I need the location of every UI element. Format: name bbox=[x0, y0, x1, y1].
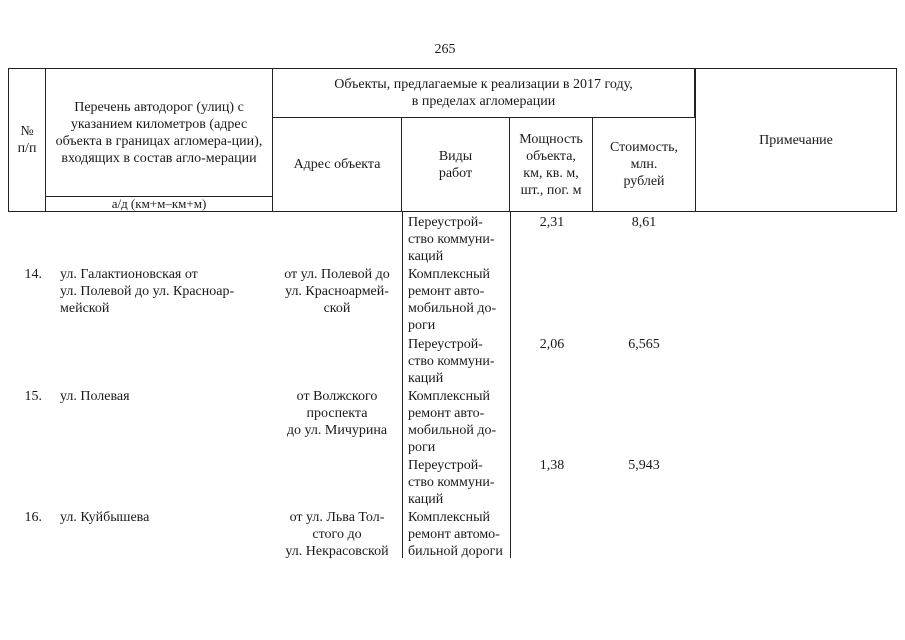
header-capacity: Мощность объекта, км, кв. м, шт., пог. м bbox=[509, 117, 593, 212]
header-roads bbox=[45, 68, 273, 197]
header-roads-text: Перечень автодорог (улиц) с указанием километров (адрес объекта в границах агломера-ции), входящих в состав агло-мерации bbox=[55, 99, 263, 166]
row-capacity: 1,38 bbox=[539, 458, 565, 473]
row-cost: 5,943 bbox=[628, 458, 660, 473]
header-works: Виды работ bbox=[401, 117, 510, 212]
row-address: от ул. Льва Тол- стого до ул. Некрасовской bbox=[285, 510, 389, 559]
row-works: Комплексный ремонт автомо- бильной дороги bbox=[408, 510, 503, 559]
row-capacity: 2,31 bbox=[539, 215, 565, 230]
row-num: 15. bbox=[24, 389, 42, 404]
row-works: Комплексный ремонт авто- мобильной до- роги bbox=[408, 267, 497, 333]
row-cost: 8,61 bbox=[631, 215, 657, 230]
row-road: ул. Куйбышева bbox=[60, 510, 150, 525]
row-works: Переустрой- ство коммуни- каций bbox=[408, 458, 495, 507]
row-road: ул. Полевая bbox=[60, 389, 130, 404]
row-num: 14. bbox=[24, 267, 42, 282]
row-capacity: 2,06 bbox=[539, 337, 565, 352]
row-num: 16. bbox=[24, 510, 42, 525]
row-road: ул. Галактионовская от ул. Полевой до ул. Красноар- мейской bbox=[60, 267, 235, 316]
header-note: Примечание bbox=[695, 68, 897, 212]
row-address: от ул. Полевой до ул. Красноармей- ской bbox=[284, 267, 390, 316]
row-works: Переустрой- ство коммуни- каций bbox=[408, 337, 495, 386]
header-subheader: а/д (км+м–км+м) bbox=[45, 196, 273, 212]
row-cost: 6,565 bbox=[628, 337, 660, 352]
row-works: Переустрой- ство коммуни- каций bbox=[408, 215, 495, 264]
row-address: от Волжского проспекта до ул. Мичурина bbox=[286, 389, 388, 438]
header-address: Адрес объекта bbox=[272, 117, 402, 212]
header-num: № п/п bbox=[8, 68, 46, 212]
header-objects-group: Объекты, предлагаемые к реализации в 2017 году, в пределах агломерации bbox=[272, 68, 695, 118]
column-rule bbox=[402, 212, 403, 558]
page-number: 265 bbox=[434, 42, 456, 57]
row-works: Комплексный ремонт авто- мобильной до- роги bbox=[408, 389, 497, 455]
header-cost: Стоимость, млн. рублей bbox=[592, 117, 696, 212]
